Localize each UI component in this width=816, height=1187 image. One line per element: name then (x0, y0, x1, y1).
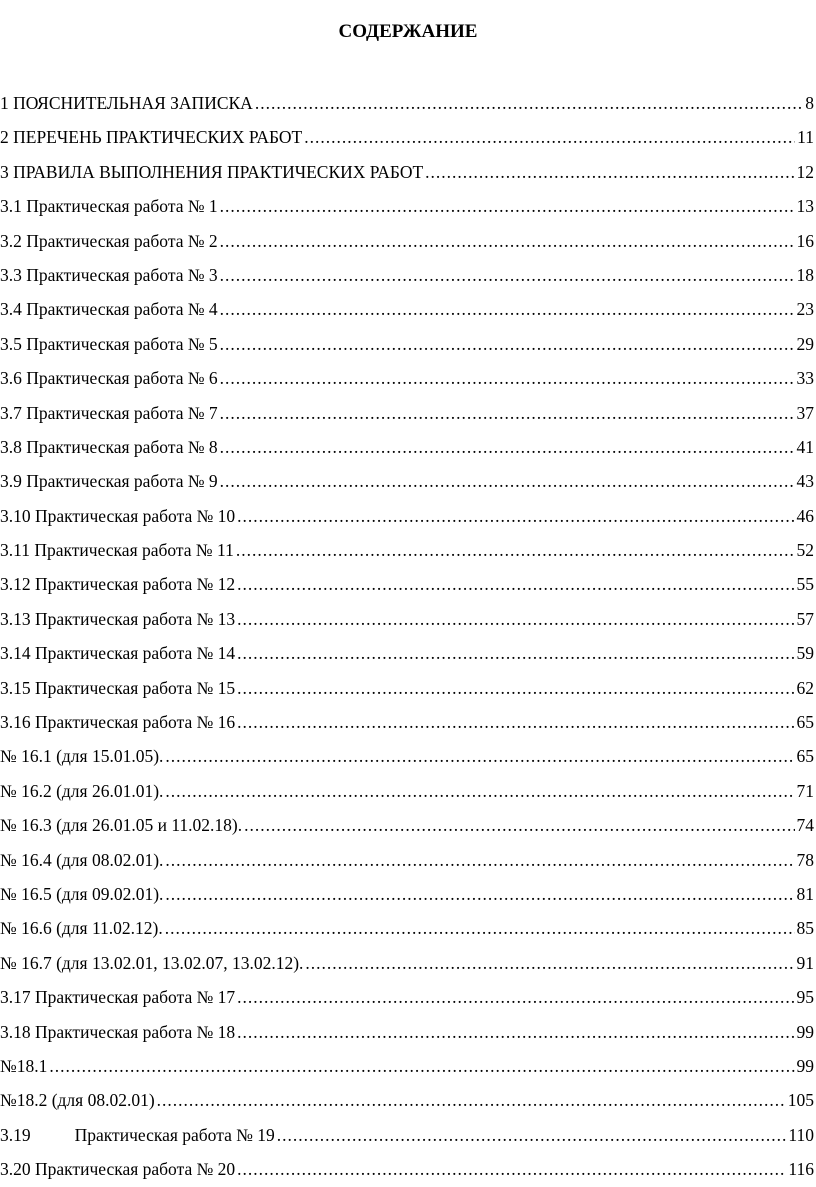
dot-leader (49, 1049, 794, 1083)
toc-entry-page-number: 52 (797, 533, 816, 567)
dot-leader (277, 1118, 787, 1152)
toc-entry-page-number: 37 (797, 396, 816, 430)
toc-entry[interactable] (0, 327, 816, 361)
toc-entry-page-number: 8 (805, 86, 816, 120)
toc-entry[interactable] (0, 533, 816, 567)
toc-entry-page-number: 116 (788, 1152, 816, 1186)
toc-entry[interactable] (0, 292, 816, 326)
dot-leader (237, 602, 794, 636)
toc-entry[interactable] (0, 636, 816, 670)
toc-entry-text: 3.8 Практическая работа № 8 (0, 437, 218, 457)
toc-entry-text: 3.11 Практическая работа № 11 (0, 540, 234, 560)
toc-entry-text: 3.16 Практическая работа № 16 (0, 712, 235, 732)
toc-entry[interactable] (0, 739, 816, 773)
dot-leader (220, 292, 795, 326)
toc-entry-text: 3.2 Практическая работа № 2 (0, 231, 218, 251)
toc-entry-label (0, 224, 218, 258)
dot-leader (237, 671, 794, 705)
toc-entry-text: 3.18 Практическая работа № 18 (0, 1022, 235, 1042)
dot-leader (220, 430, 795, 464)
toc-entry-text: 3.6 Практическая работа № 6 (0, 368, 218, 388)
toc-entry[interactable] (0, 808, 816, 842)
toc-entry-label (0, 430, 218, 464)
toc-entry-text: 3.15 Практическая работа № 15 (0, 678, 235, 698)
toc-entry[interactable] (0, 361, 816, 395)
toc-entry[interactable] (0, 1118, 816, 1152)
toc-entry-page-number: 12 (797, 155, 816, 189)
toc-entry[interactable] (0, 980, 816, 1014)
toc-entry-label (0, 774, 163, 808)
toc-entry-label (0, 120, 302, 154)
toc-entry-page-number: 65 (797, 705, 816, 739)
toc-entry-text: 1 ПОЯСНИТЕЛЬНАЯ ЗАПИСКА (0, 93, 253, 113)
toc-entry-text: Практическая работа № 19 (75, 1125, 275, 1145)
toc-entry-text: 3.5 Практическая работа № 5 (0, 334, 218, 354)
toc-entry-text: 3.20 Практическая работа № 20 (0, 1159, 235, 1179)
toc-entry-page-number: 11 (797, 120, 816, 154)
dot-leader (220, 189, 795, 223)
toc-entry-page-number: 105 (788, 1083, 816, 1117)
page-title: СОДЕРЖАНИЕ (0, 19, 816, 45)
toc-entry-label (0, 258, 218, 292)
toc-entry[interactable] (0, 877, 816, 911)
toc-entry-page-number: 46 (797, 499, 816, 533)
toc-entry-text: 3.13 Практическая работа № 13 (0, 609, 235, 629)
toc-entry-label (0, 86, 253, 120)
toc-entry-label (0, 671, 235, 705)
toc-entry-label (0, 980, 235, 1014)
dot-leader (220, 361, 795, 395)
toc-entry[interactable] (0, 1083, 816, 1117)
dot-leader (220, 258, 795, 292)
toc-entry-page-number: 33 (797, 361, 816, 395)
toc-entry[interactable] (0, 774, 816, 808)
toc-entry-label (0, 464, 218, 498)
toc-entry-page-number: 57 (797, 602, 816, 636)
toc-entry-page-number: 99 (797, 1049, 816, 1083)
toc-entry[interactable] (0, 843, 816, 877)
toc-entry-label (0, 567, 235, 601)
toc-entry-page-number: 85 (797, 911, 816, 945)
toc-entry-text: № 16.3 (для 26.01.05 и 11.02.18). (0, 815, 242, 835)
toc-entry-text: 3.9 Практическая работа № 9 (0, 471, 218, 491)
toc-entry-text: №18.2 (для 08.02.01) (0, 1090, 155, 1110)
toc-entry-label (0, 739, 163, 773)
dot-leader (237, 636, 794, 670)
dot-leader (237, 1015, 794, 1049)
toc-entry[interactable] (0, 705, 816, 739)
toc-entry-page-number: 74 (797, 808, 816, 842)
toc-entry-page-number: 78 (797, 843, 816, 877)
toc-entry-label (0, 1083, 155, 1117)
toc-entry-number: 3.19 (0, 1125, 31, 1145)
toc-entry[interactable] (0, 464, 816, 498)
table-of-contents (0, 86, 816, 1187)
dot-leader (237, 980, 794, 1014)
toc-entry-page-number: 16 (797, 224, 816, 258)
toc-entry[interactable] (0, 189, 816, 223)
toc-entry[interactable] (0, 671, 816, 705)
dot-leader (236, 533, 795, 567)
toc-entry-text: № 16.4 (для 08.02.01). (0, 850, 163, 870)
dot-leader (304, 120, 795, 154)
toc-entry[interactable] (0, 120, 816, 154)
toc-entry-page-number: 71 (797, 774, 816, 808)
toc-entry-text: 3.4 Практическая работа № 4 (0, 299, 218, 319)
dot-leader (305, 946, 794, 980)
toc-entry-text: 3.12 Практическая работа № 12 (0, 574, 235, 594)
toc-entry-label (0, 155, 423, 189)
toc-entry-text: № 16.7 (для 13.02.01, 13.02.07, 13.02.12). (0, 953, 303, 973)
toc-entry-page-number: 99 (797, 1015, 816, 1049)
dot-leader (220, 224, 795, 258)
toc-entry[interactable] (0, 155, 816, 189)
dot-leader (237, 499, 794, 533)
toc-entry[interactable] (0, 567, 816, 601)
toc-entry-label (0, 292, 218, 326)
toc-entry-text: 3.7 Практическая работа № 7 (0, 403, 218, 423)
toc-entry-page-number: 91 (797, 946, 816, 980)
toc-entry-text: 3 ПРАВИЛА ВЫПОЛНЕНИЯ ПРАКТИЧЕСКИХ РАБОТ (0, 162, 423, 182)
toc-entry[interactable] (0, 224, 816, 258)
dot-leader (220, 396, 795, 430)
toc-entry-page-number: 65 (797, 739, 816, 773)
toc-entry[interactable] (0, 258, 816, 292)
dot-leader (244, 808, 794, 842)
toc-entry-text: № 16.1 (для 15.01.05). (0, 746, 163, 766)
dot-leader (220, 327, 795, 361)
toc-entry-text: № 16.2 (для 26.01.01). (0, 781, 163, 801)
toc-entry-label (0, 499, 235, 533)
toc-entry-page-number: 18 (797, 258, 816, 292)
toc-entry-label (0, 911, 163, 945)
toc-entry-page-number: 29 (797, 327, 816, 361)
toc-entry-label (0, 189, 218, 223)
toc-entry-label (0, 808, 242, 842)
toc-entry-label (0, 946, 303, 980)
toc-entry-label (0, 361, 218, 395)
toc-entry-text: № 16.6 (для 11.02.12). (0, 918, 163, 938)
toc-entry-label (0, 843, 163, 877)
toc-entry[interactable] (0, 499, 816, 533)
toc-entry-page-number: 62 (797, 671, 816, 705)
toc-entry-text: № 16.5 (для 09.02.01). (0, 884, 163, 904)
toc-entry-page-number: 81 (797, 877, 816, 911)
toc-entry-label (0, 1152, 235, 1186)
toc-entry-text: 3.1 Практическая работа № 1 (0, 196, 218, 216)
dot-leader (165, 843, 794, 877)
dot-leader (237, 567, 794, 601)
dot-leader (157, 1083, 786, 1117)
dot-leader (165, 877, 794, 911)
toc-entry-page-number: 43 (797, 464, 816, 498)
toc-entry-text: 2 ПЕРЕЧЕНЬ ПРАКТИЧЕСКИХ РАБОТ (0, 127, 302, 147)
dot-leader (165, 774, 794, 808)
toc-entry-label (0, 396, 218, 430)
toc-entry-page-number: 13 (797, 189, 816, 223)
dot-leader (220, 464, 795, 498)
dot-leader (165, 739, 794, 773)
toc-entry-label (0, 602, 235, 636)
toc-entry[interactable] (0, 430, 816, 464)
dot-leader (255, 86, 803, 120)
toc-entry-label (0, 1118, 275, 1152)
toc-entry-label (0, 533, 234, 567)
toc-entry[interactable] (0, 1049, 816, 1083)
toc-entry-page-number: 55 (797, 567, 816, 601)
toc-entry[interactable] (0, 396, 816, 430)
toc-entry-text: 3.3 Практическая работа № 3 (0, 265, 218, 285)
toc-entry-label (0, 1049, 47, 1083)
toc-entry-text: 3.14 Практическая работа № 14 (0, 643, 235, 663)
toc-entry-label (0, 877, 163, 911)
toc-entry-text: 3.10 Практическая работа № 10 (0, 506, 235, 526)
toc-entry[interactable] (0, 911, 816, 945)
toc-entry[interactable] (0, 602, 816, 636)
toc-entry-page-number: 110 (788, 1118, 816, 1152)
toc-entry-page-number: 23 (797, 292, 816, 326)
toc-entry-page-number: 95 (797, 980, 816, 1014)
toc-entry[interactable] (0, 946, 816, 980)
dot-leader (237, 705, 794, 739)
toc-entry[interactable] (0, 86, 816, 120)
toc-entry-page-number: 59 (797, 636, 816, 670)
toc-entry-page-number: 41 (797, 430, 816, 464)
toc-entry-label (0, 1015, 235, 1049)
toc-entry-label (0, 327, 218, 361)
toc-entry-label (0, 636, 235, 670)
dot-leader (165, 911, 795, 945)
toc-entry-label (0, 705, 235, 739)
dot-leader (425, 155, 794, 189)
toc-entry-text: №18.1 (0, 1056, 47, 1076)
toc-entry-text: 3.17 Практическая работа № 17 (0, 987, 235, 1007)
toc-entry[interactable] (0, 1152, 816, 1186)
toc-entry[interactable] (0, 1015, 816, 1049)
dot-leader (237, 1152, 786, 1186)
